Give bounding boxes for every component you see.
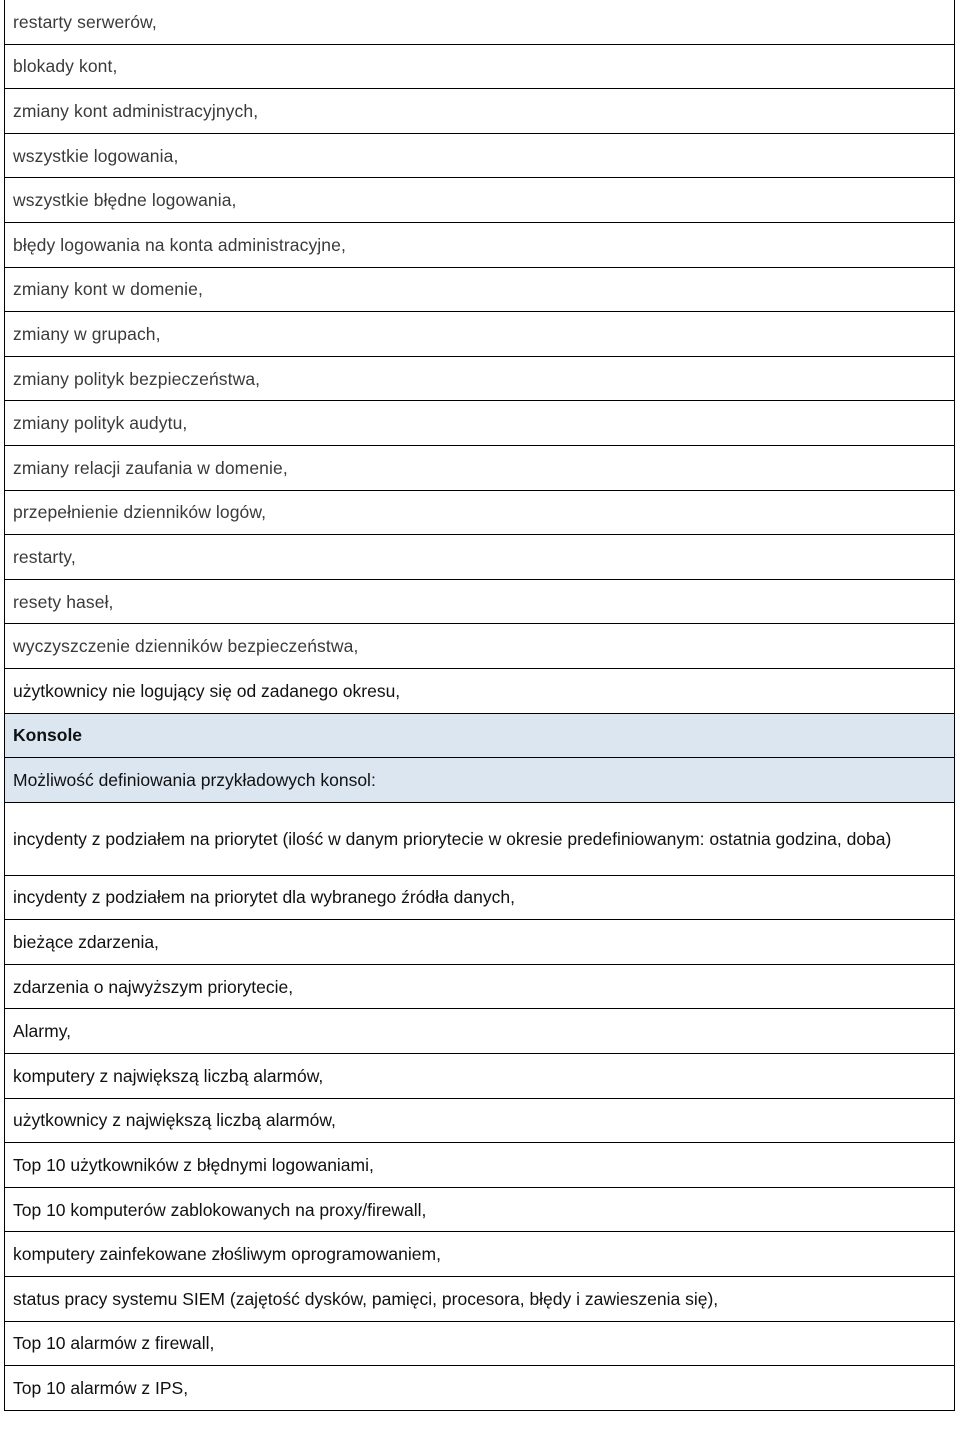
table-cell: blokady kont, (5, 44, 955, 89)
table-row (5, 875, 955, 920)
table-cell: Top 10 alarmów z IPS, (5, 1366, 955, 1411)
table-row (5, 1098, 955, 1143)
table-cell: wszystkie logowania, (5, 133, 955, 178)
table-row (5, 668, 955, 713)
table-cell: zmiany polityk audytu, (5, 401, 955, 446)
table-row (5, 44, 955, 89)
table-cell: Alarmy, (5, 1009, 955, 1054)
table-cell: zmiany relacji zaufania w domenie, (5, 445, 955, 490)
table-cell: incydenty z podziałem na priorytet dla wybranego źródła danych, (5, 875, 955, 920)
table-row (5, 0, 955, 44)
table-row (5, 964, 955, 1009)
table-row (5, 1054, 955, 1099)
section-title: Konsole (5, 713, 955, 758)
table-cell: bieżące zdarzenia, (5, 920, 955, 965)
table-row (5, 1009, 955, 1054)
table-cell: restarty, (5, 535, 955, 580)
table-cell: zmiany kont w domenie, (5, 267, 955, 312)
table-cell: zmiany w grupach, (5, 312, 955, 357)
table-cell: użytkownicy nie logujący się od zadanego okresu, (5, 668, 955, 713)
table-cell: komputery z największą liczbą alarmów, (5, 1054, 955, 1099)
table-cell: zdarzenia o najwyższym priorytecie, (5, 964, 955, 1009)
section-subtitle-row (5, 758, 955, 803)
table-row (5, 802, 955, 875)
table-row (5, 222, 955, 267)
table-cell: resety haseł, (5, 579, 955, 624)
table-row (5, 267, 955, 312)
table-cell: wszystkie błędne logowania, (5, 178, 955, 223)
table-row (5, 89, 955, 134)
table-cell: komputery zainfekowane złośliwym oprogramowaniem, (5, 1232, 955, 1277)
table-row (5, 1277, 955, 1322)
table-cell: status pracy systemu SIEM (zajętość dysków, pamięci, procesora, błędy i zawieszenia się), (5, 1277, 955, 1322)
section-header-row (5, 713, 955, 758)
table-row (5, 1366, 955, 1411)
table-row (5, 178, 955, 223)
table-row (5, 312, 955, 357)
table-row (5, 1187, 955, 1232)
table-cell: przepełnienie dzienników logów, (5, 490, 955, 535)
table-cell: restarty serwerów, (5, 0, 955, 44)
table-row (5, 356, 955, 401)
table-cell: wyczyszczenie dzienników bezpieczeństwa, (5, 624, 955, 669)
table-cell: Top 10 komputerów zablokowanych na proxy/firewall, (5, 1187, 955, 1232)
table-cell: zmiany polityk bezpieczeństwa, (5, 356, 955, 401)
table-cell: użytkownicy z największą liczbą alarmów, (5, 1098, 955, 1143)
table-row (5, 1143, 955, 1188)
table-row (5, 401, 955, 446)
table-row (5, 624, 955, 669)
table-row (5, 1232, 955, 1277)
table-row (5, 1321, 955, 1366)
table-row (5, 133, 955, 178)
table-cell: błędy logowania na konta administracyjne, (5, 222, 955, 267)
table-cell: zmiany kont administracyjnych, (5, 89, 955, 134)
table-cell: Top 10 użytkowników z błędnymi logowaniami, (5, 1143, 955, 1188)
table-row (5, 445, 955, 490)
table-row (5, 490, 955, 535)
table-cell: incydenty z podziałem na priorytet (ilość w danym priorytecie w okresie predefiniowanym: ostatnia godzina, doba) (5, 802, 955, 875)
table-row (5, 535, 955, 580)
section-subtitle: Możliwość definiowania przykładowych konsol: (5, 758, 955, 803)
table-row (5, 579, 955, 624)
table-row (5, 920, 955, 965)
table-cell: Top 10 alarmów z firewall, (5, 1321, 955, 1366)
requirements-table (4, 0, 955, 1411)
